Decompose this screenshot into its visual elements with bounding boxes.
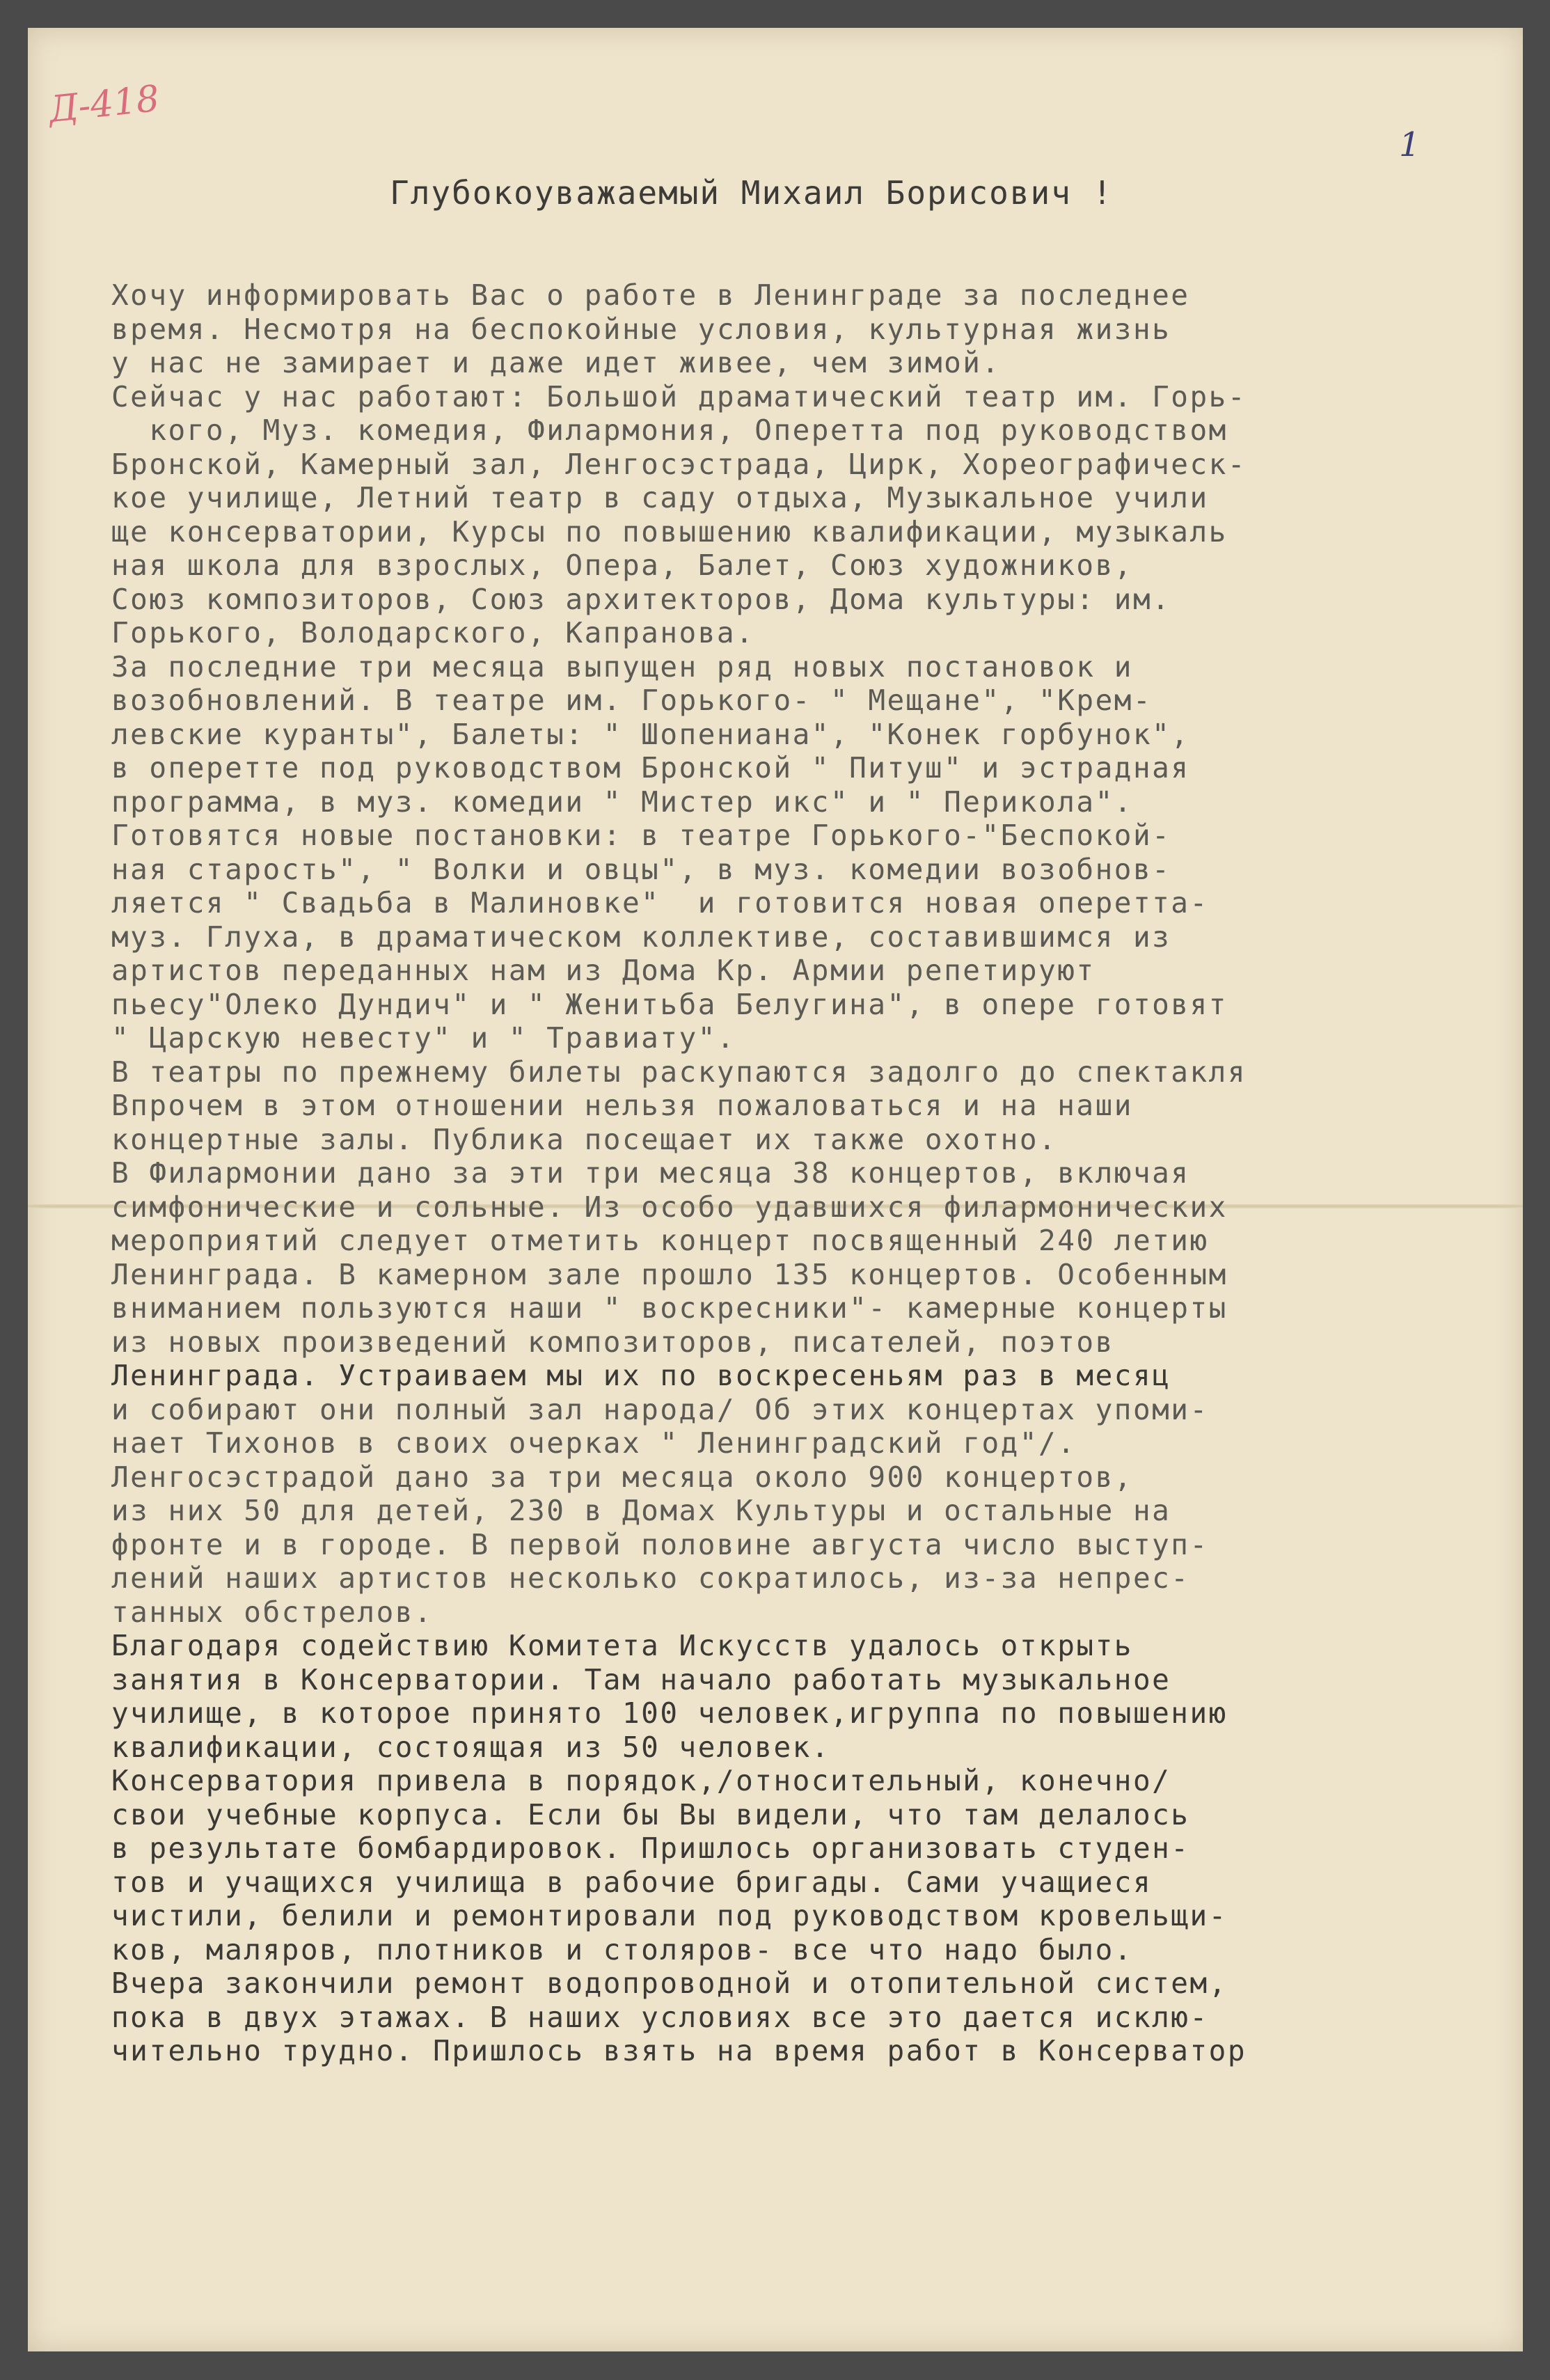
letter-salutation: Глубокоуважаемый Михаил Борисович !	[390, 174, 1114, 212]
scan-border-top	[0, 0, 1550, 28]
text-line: училище, в которое принято 100 человек,игруппа по повышению	[111, 1696, 1228, 1730]
text-line: Ленгосэстрадой дано за три месяца около 900 концертов,	[111, 1460, 1133, 1494]
text-line: Благодаря содействию Комитета Искусств удалось открыть	[111, 1629, 1133, 1662]
scan-border-bottom	[0, 2351, 1550, 2380]
text-line: чительно трудно. Пришлось взять на время работ в Консерватор	[111, 2034, 1247, 2067]
text-line: нает Тихонов в своих очерках " Ленинградский год"/.	[111, 1426, 1077, 1460]
text-line: муз. Глуха, в драматическом коллективе, составившимся из	[111, 920, 1171, 954]
text-line: ная старость", " Волки и овцы", в муз. комедии возобнов-	[111, 852, 1171, 886]
text-line: чистили, белили и ремонтировали под руководством кровельщи-	[111, 1899, 1228, 1932]
text-line: Союз композиторов, Союз архитекторов, Дома культуры: им.	[111, 582, 1171, 616]
text-line: Готовятся новые постановки: в театре Горького-"Беспокой-	[111, 819, 1171, 852]
text-line: время. Несмотря на беспокойные условия, культурная жизнь	[111, 312, 1171, 346]
text-line: Хочу информировать Вас о работе в Ленинграде за последнее	[111, 278, 1190, 312]
text-line: Ленинграда. Устраиваем мы их по воскресеньям раз в месяц	[111, 1359, 1171, 1392]
text-line: пьесу"Олеко Дундич" и " Женитьба Белугина", в опере готовят	[111, 987, 1228, 1021]
text-line: кого, Муз. комедия, Филармония, Оперетта под руководством	[111, 413, 1228, 447]
text-line: левские куранты", Балеты: " Шопениана", "Конек горбунок",	[111, 717, 1190, 751]
text-line: ная школа для взрослых, Опера, Балет, Союз художников,	[111, 549, 1133, 582]
text-line: тов и учащихся училища в рабочие бригады. Сами учащиеся	[111, 1865, 1153, 1899]
text-line: танных обстрелов.	[111, 1595, 434, 1629]
text-line: и собирают они полный зал народа/ Об этих концертах упоми-	[111, 1392, 1209, 1426]
text-line: Сейчас у нас работают: Большой драматический театр им. Горь-	[111, 379, 1247, 413]
text-line: " Царскую невесту" и " Травиату".	[111, 1021, 736, 1055]
text-line: мероприятий следует отметить концерт посвященный 240 летию	[111, 1224, 1209, 1257]
text-line: фронте и в городе. В первой половине августа число выступ-	[111, 1527, 1209, 1561]
text-line: Впрочем в этом отношении нельзя пожаловаться и на наши	[111, 1089, 1133, 1122]
page-number: 1	[1399, 125, 1421, 164]
text-line: Вчера закончили ремонт водопроводной и отопительной систем,	[111, 1967, 1228, 2000]
text-line: у нас не замирает и даже идет живее, чем зимой.	[111, 346, 1001, 379]
text-line: программа, в муз. комедии " Мистер икс" и " Перикола".	[111, 785, 1133, 819]
text-line: из них 50 для детей, 230 в Домах Культуры и остальные на	[111, 1494, 1171, 1527]
text-line: из новых произведений композиторов, писателей, поэтов	[111, 1325, 1114, 1359]
text-line: ляется " Свадьба в Малиновке" и готовится новая оперетта-	[111, 886, 1209, 920]
text-line: симфонические и сольные. Из особо удавшихся филармонических	[111, 1190, 1228, 1224]
scan-border-right	[1523, 0, 1550, 2380]
text-line: свои учебные корпуса. Если бы Вы видели, что там делалось	[111, 1797, 1190, 1831]
text-line: возобновлений. В театре им. Горького- " Мещане", "Крем-	[111, 684, 1153, 717]
text-line: занятия в Консерватории. Там начало работать музыкальное	[111, 1662, 1171, 1696]
text-line: вниманием пользуются наши " воскресники"- камерные концерты	[111, 1291, 1228, 1325]
text-line: в результате бомбардировок. Пришлось организовать студен-	[111, 1831, 1190, 1865]
text-line: В Филармонии дано за эти три месяца 38 концертов, включая	[111, 1156, 1190, 1190]
text-line: лений наших артистов несколько сократилось, из-за непрес-	[111, 1561, 1190, 1595]
text-line: В театры по прежнему билеты раскупаются задолго до спектакля	[111, 1055, 1247, 1089]
text-line: в оперетте под руководством Бронской " Питуш" и эстрадная	[111, 751, 1190, 785]
text-line: пока в двух этажах. В наших условиях все это дается исклю-	[111, 2000, 1209, 2034]
scan-border-left	[0, 0, 28, 2380]
archive-pencil-mark: Д-418	[47, 77, 161, 132]
text-line: концертные залы. Публика посещает их также охотно.	[111, 1122, 1058, 1156]
text-line: Консерватория привела в порядок,/относительный, конечно/	[111, 1764, 1171, 1797]
text-line: артистов переданных нам из Дома Кр. Армии репетируют	[111, 954, 1096, 987]
text-line: Ленинграда. В камерном зале прошло 135 концертов. Особенным	[111, 1257, 1228, 1291]
text-line: квалификации, состоящая из 50 человек.	[111, 1730, 830, 1764]
text-line: Бронской, Камерный зал, Ленгосэстрада, Цирк, Хореографическ-	[111, 447, 1247, 481]
text-line: ще консерватории, Курсы по повышению квалификации, музыкаль	[111, 514, 1228, 549]
text-line: Горького, Володарского, Капранова.	[111, 616, 755, 649]
letter-body	[111, 278, 1496, 2068]
text-line: ков, маляров, плотников и столяров- все что надо было.	[111, 1932, 1133, 1967]
text-line: кое училище, Летний театр в саду отдыха, Музыкальное учили	[111, 481, 1209, 514]
text-line: За последние три месяца выпущен ряд новых постановок и	[111, 649, 1133, 684]
